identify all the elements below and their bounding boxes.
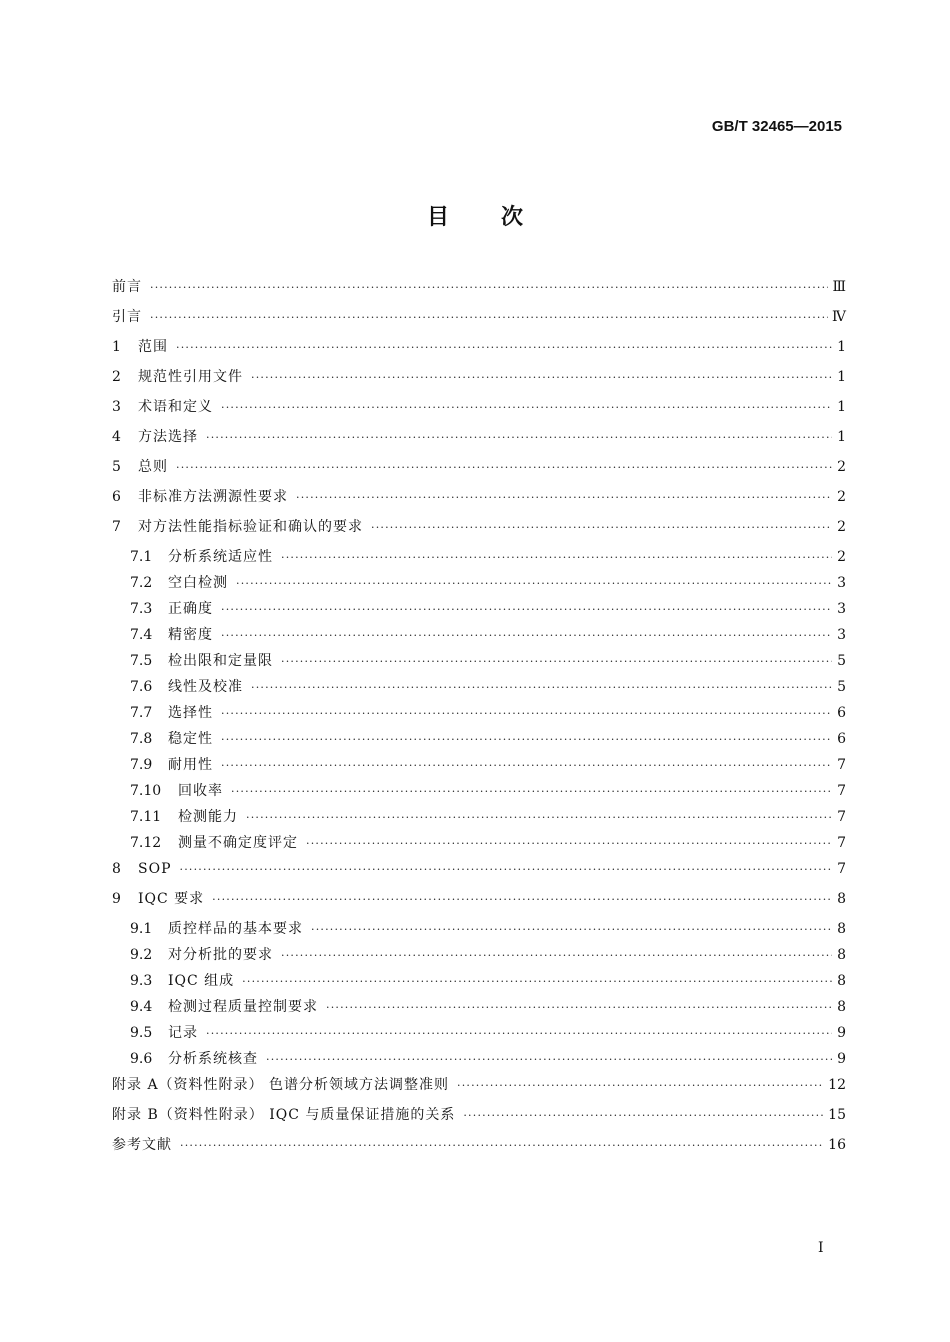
toc-dot-leader xyxy=(311,921,832,939)
toc-dot-leader xyxy=(281,653,832,671)
toc-dot-leader xyxy=(236,575,832,593)
toc-entry-label: 对分析批的要求 xyxy=(168,947,273,963)
toc-dot-leader xyxy=(150,279,828,297)
toc-entry-label: IQC 组成 xyxy=(168,973,235,989)
toc-dot-leader xyxy=(251,679,832,697)
toc-entry-number: 7.6 xyxy=(130,679,153,695)
toc-entry-label: SOP xyxy=(138,861,172,877)
toc-dot-leader xyxy=(266,1051,832,1069)
toc-entry-page: Ⅲ xyxy=(832,279,846,295)
toc-entry[interactable] xyxy=(112,368,846,387)
toc-entry-number: 7.11 xyxy=(130,809,162,825)
toc-entry-page: 2 xyxy=(837,549,846,565)
page-number: I xyxy=(818,1240,824,1256)
toc-entry-page: 7 xyxy=(837,783,846,799)
toc-entry-page: 8 xyxy=(837,891,846,907)
toc-entry-number: 9.2 xyxy=(130,947,153,963)
toc-entry-number: 9 xyxy=(112,891,121,907)
toc-entry[interactable] xyxy=(112,920,846,939)
toc-entry[interactable] xyxy=(112,808,846,827)
toc-dot-leader xyxy=(371,519,832,537)
toc-entry-label: 记录 xyxy=(168,1025,198,1041)
toc-entry-label: 对方法性能指标验证和确认的要求 xyxy=(138,519,363,535)
toc-entry-label: 耐用性 xyxy=(168,757,213,773)
toc-entry[interactable] xyxy=(112,998,846,1017)
toc-entry-page: 2 xyxy=(837,519,846,535)
toc-entry[interactable] xyxy=(112,890,846,909)
toc-dot-leader xyxy=(221,399,832,417)
toc-entry[interactable] xyxy=(112,600,846,619)
toc-entry-label: 检测能力 xyxy=(178,809,238,825)
toc-entry[interactable] xyxy=(112,338,846,357)
toc-entry-number: 7.1 xyxy=(130,549,153,565)
toc-dot-leader xyxy=(242,973,832,991)
toc-entry-page: 16 xyxy=(828,1137,846,1153)
toc-entry-page: 5 xyxy=(837,653,846,669)
toc-entry-page: 6 xyxy=(837,731,846,747)
toc-entry[interactable] xyxy=(112,1076,846,1095)
toc-entry-label: 质控样品的基本要求 xyxy=(168,921,303,937)
toc-entry-label: 附录 A（资料性附录） 色谱分析领域方法调整准则 xyxy=(112,1077,450,1093)
toc-entry-label: 选择性 xyxy=(168,705,213,721)
toc-entry-label: 测量不确定度评定 xyxy=(178,835,298,851)
toc-entry-number: 2 xyxy=(112,369,121,385)
toc-dot-leader xyxy=(326,999,832,1017)
toc-dot-leader xyxy=(457,1077,824,1095)
toc-entry-page: 8 xyxy=(837,973,846,989)
toc-entry[interactable] xyxy=(112,756,846,775)
toc-entry-page: 6 xyxy=(837,705,846,721)
toc-entry-label: 空白检测 xyxy=(168,575,228,591)
toc-entry-number: 7.12 xyxy=(130,835,162,851)
toc-entry-page: 7 xyxy=(837,809,846,825)
toc-entry[interactable] xyxy=(112,574,846,593)
toc-entry-page: 1 xyxy=(837,399,846,415)
toc-entry-number: 7.4 xyxy=(130,627,153,643)
toc-entry-page: 15 xyxy=(828,1107,846,1123)
toc-entry[interactable] xyxy=(112,548,846,567)
toc-entry-page: 9 xyxy=(837,1025,846,1041)
toc-entry-number: 7.3 xyxy=(130,601,153,617)
toc-dot-leader xyxy=(221,627,832,645)
toc-entry-label: 分析系统核查 xyxy=(168,1051,258,1067)
toc-entry[interactable] xyxy=(112,834,846,853)
toc-entry-page: 1 xyxy=(837,339,846,355)
toc-entry-number: 9.4 xyxy=(130,999,153,1015)
toc-dot-leader xyxy=(150,309,828,327)
toc-entry-page: 1 xyxy=(837,369,846,385)
toc-dot-leader xyxy=(206,1025,832,1043)
toc-entry-number: 7.2 xyxy=(130,575,153,591)
toc-entry[interactable] xyxy=(112,678,846,697)
toc-entry-page: 8 xyxy=(837,999,846,1015)
toc-entry-page: 8 xyxy=(837,921,846,937)
toc-entry-label: 规范性引用文件 xyxy=(138,369,243,385)
toc-dot-leader xyxy=(281,947,832,965)
toc-entry-page: 3 xyxy=(837,575,846,591)
toc-entry-label: 范围 xyxy=(138,339,168,355)
toc-entry[interactable] xyxy=(112,860,846,879)
toc-entry-number: 7.8 xyxy=(130,731,153,747)
toc-entry-label: 附录 B（资料性附录） IQC 与质量保证措施的关系 xyxy=(112,1107,456,1123)
toc-entry-label: 精密度 xyxy=(168,627,213,643)
toc-entry-number: 9.6 xyxy=(130,1051,153,1067)
toc-entry-page: Ⅳ xyxy=(832,309,846,325)
toc-dot-leader xyxy=(180,1137,824,1155)
toc-entry-number: 1 xyxy=(112,339,121,355)
standard-code: GB/T 32465—2015 xyxy=(711,118,842,135)
toc-dot-leader xyxy=(221,601,832,619)
toc-entry[interactable] xyxy=(112,428,846,447)
table-of-contents xyxy=(112,278,846,1166)
toc-entry-label: 线性及校准 xyxy=(168,679,243,695)
toc-entry-page: 7 xyxy=(837,757,846,773)
toc-dot-leader xyxy=(231,783,832,801)
toc-entry[interactable] xyxy=(112,704,846,723)
toc-entry-number: 7.7 xyxy=(130,705,153,721)
toc-entry-number: 9.3 xyxy=(130,973,153,989)
toc-entry[interactable] xyxy=(112,1106,846,1125)
toc-entry-page: 1 xyxy=(837,429,846,445)
toc-dot-leader xyxy=(176,339,832,357)
toc-entry-page: 7 xyxy=(837,835,846,851)
toc-entry-number: 4 xyxy=(112,429,121,445)
toc-entry-number: 7.9 xyxy=(130,757,153,773)
toc-entry[interactable] xyxy=(112,458,846,477)
toc-entry[interactable] xyxy=(112,1136,846,1155)
toc-entry-page: 2 xyxy=(837,459,846,475)
toc-entry-page: 2 xyxy=(837,489,846,505)
toc-dot-leader xyxy=(251,369,832,387)
toc-entry[interactable] xyxy=(112,1050,846,1069)
toc-entry-number: 3 xyxy=(112,399,121,415)
toc-entry-page: 3 xyxy=(837,627,846,643)
toc-entry-number: 9.1 xyxy=(130,921,153,937)
toc-dot-leader xyxy=(212,891,832,909)
toc-dot-leader xyxy=(176,459,832,477)
toc-entry[interactable] xyxy=(112,972,846,991)
toc-entry-label: 检出限和定量限 xyxy=(168,653,273,669)
toc-entry-label: 非标准方法溯源性要求 xyxy=(138,489,288,505)
toc-entry-label: 前言 xyxy=(112,279,142,295)
toc-entry[interactable] xyxy=(112,398,846,417)
toc-entry-page: 8 xyxy=(837,947,846,963)
toc-entry[interactable] xyxy=(112,730,846,749)
toc-entry-label: 参考文献 xyxy=(112,1137,172,1153)
toc-entry[interactable] xyxy=(112,946,846,965)
toc-dot-leader xyxy=(306,835,832,853)
toc-entry-label: 引言 xyxy=(112,309,142,325)
toc-entry-page: 12 xyxy=(828,1077,846,1093)
toc-entry-page: 5 xyxy=(837,679,846,695)
toc-dot-leader xyxy=(463,1107,824,1125)
toc-entry-label: 正确度 xyxy=(168,601,213,617)
toc-dot-leader xyxy=(246,809,832,827)
toc-entry-number: 7 xyxy=(112,519,121,535)
toc-dot-leader xyxy=(281,549,832,567)
toc-dot-leader xyxy=(221,731,832,749)
toc-entry[interactable] xyxy=(112,518,846,537)
toc-entry-number: 5 xyxy=(112,459,121,475)
toc-dot-leader xyxy=(206,429,832,447)
toc-dot-leader xyxy=(180,861,833,879)
toc-entry[interactable] xyxy=(112,278,846,297)
toc-entry-label: 稳定性 xyxy=(168,731,213,747)
page-title: 目次 xyxy=(426,205,575,230)
toc-entry[interactable] xyxy=(112,626,846,645)
toc-entry[interactable] xyxy=(112,652,846,671)
toc-dot-leader xyxy=(296,489,832,507)
toc-entry-label: 总则 xyxy=(138,459,168,475)
toc-entry-number: 7.10 xyxy=(130,783,162,799)
toc-dot-leader xyxy=(221,757,832,775)
toc-entry-page: 9 xyxy=(837,1051,846,1067)
toc-entry[interactable] xyxy=(112,1024,846,1043)
toc-entry[interactable] xyxy=(112,782,846,801)
toc-entry-number: 8 xyxy=(112,861,121,877)
toc-entry-label: 回收率 xyxy=(178,783,223,799)
toc-entry-label: 方法选择 xyxy=(138,429,198,445)
toc-entry[interactable] xyxy=(112,488,846,507)
toc-entry-page: 3 xyxy=(837,601,846,617)
toc-entry-label: 术语和定义 xyxy=(138,399,213,415)
toc-entry-label: IQC 要求 xyxy=(138,891,205,907)
toc-entry-page: 7 xyxy=(837,861,846,877)
toc-entry[interactable] xyxy=(112,308,846,327)
toc-entry-number: 7.5 xyxy=(130,653,153,669)
toc-dot-leader xyxy=(221,705,832,723)
toc-entry-number: 9.5 xyxy=(130,1025,153,1041)
toc-entry-label: 检测过程质量控制要求 xyxy=(168,999,318,1015)
toc-entry-label: 分析系统适应性 xyxy=(168,549,273,565)
toc-entry-number: 6 xyxy=(112,489,121,505)
